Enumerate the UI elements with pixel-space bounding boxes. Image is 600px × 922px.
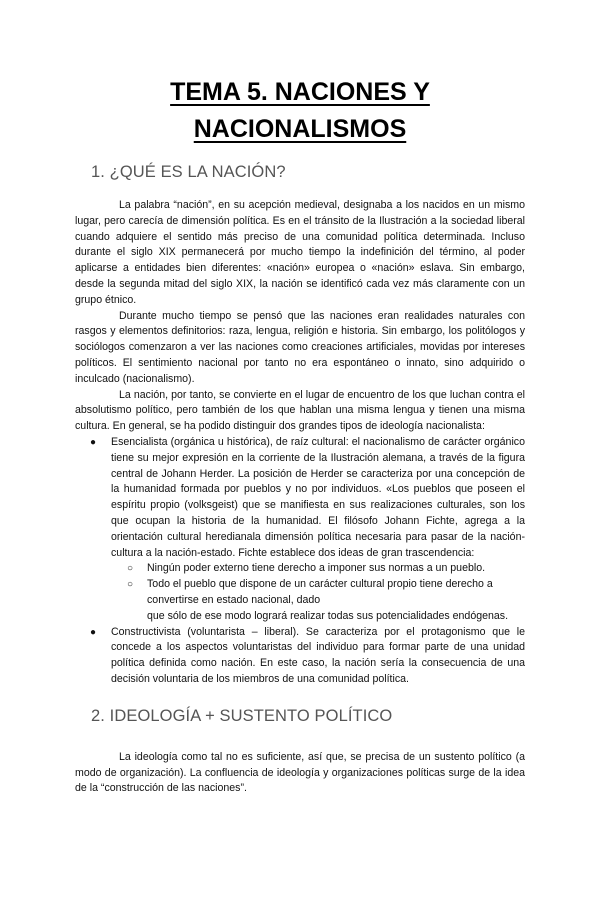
section-1-paragraph-2: Durante mucho tiempo se pensó que las naciones eran realidades naturales con rasgos y elementos definitorios: raza, lengua, religión e historia. Sin embargo, los politólogos y sociólogos comenzaron a ver las naciones como creaciones artificiales, movidas por intereses políticos. El sentimiento nacional por tanto no era espontáneo o innato, sino adquirido o inculcado (nacionalismo). [75, 309, 525, 385]
hollow-bullet-icon: ○ [127, 563, 134, 575]
hollow-bullet-icon: ○ [127, 579, 134, 591]
document-title [75, 74, 525, 148]
list-item-text: Constructivista (voluntarista – liberal). Se caracteriza por el protagonismo que le concede a los aspectos voluntaristas del individuo para formar parte de una unidad política definida como nación. En este caso, la nación sería la consecuencia de una decisión voluntaria de los miembros de una comunidad política. [111, 625, 525, 685]
nationalism-types-list [75, 435, 525, 688]
sub-item-text: Ningún poder externo tiene derecho a imponer sus normas a un pueblo. [147, 562, 486, 575]
list-item-constructivista [90, 625, 525, 688]
list-item-esencialista [90, 435, 525, 625]
fichte-ideas-list [111, 561, 525, 624]
title-line-2: NACIONALISMOS [193, 115, 407, 143]
document-page [0, 74, 600, 922]
bullet-icon: ● [90, 626, 97, 638]
section-1-paragraph-3: La nación, por tanto, se convierte en el lugar de encuentro de los que luchan contra el absolutismo político, pero también de los que hablan una misma lengua y tienen una misma cultura. En general, se ha podido distinguir dos grandes tipos de ideología nacionalista: [75, 388, 525, 433]
section-2-paragraph-1: La ideología como tal no es suficiente, así que, se precisa de un sustento político (a modo de organización). La confluencia de ideología y organizaciones políticas surge de la idea de la “construcción de las naciones”. [75, 750, 525, 795]
title-line-1: TEMA 5. NACIONES Y [170, 78, 430, 106]
section-2-heading: 2. IDEOLOGÍA + SUSTENTO POLÍTICO [91, 706, 393, 725]
bullet-icon: ● [90, 436, 97, 448]
sub-item-text: Todo el pueblo que dispone de un carácter cultural propio tiene derecho a convertirse en estado nacional, dado [147, 578, 493, 606]
sub-list-item [127, 561, 525, 577]
section-1-heading: 1. ¿QUÉ ES LA NACIÓN? [91, 163, 286, 181]
sub-item-continuation: que sólo de ese modo logrará realizar todas sus potencialidades endógenas. [147, 609, 509, 622]
list-item-text: Esencialista (orgánica u histórica), de raíz cultural: el nacionalismo de carácter orgánico tiene su mejor expresión en la corriente de la Ilustración alemana, a través de la figura central de Johann Herder. La posición de Herder se caracteriza por una concepción de la humanidad formada por pueblos y no por individuos. «Los pueblos que poseen el espíritu propio (volksgeist) que se manifiesta en sus realizaciones culturales, son los que ocupan la historia de la humanidad. El filósofo Johann Fichte, agrega a la orientación cultural heredianala dimensión política necesaria para pasar de la nación-cultura a la nación-estado. Fichte establece dos ideas de gran trascendencia: [111, 435, 525, 559]
section-1-paragraph-1: La palabra “nación”, en su acepción medieval, designaba a los nacidos en un mismo lugar, pero carecía de dimensión política. Es en el tránsito de la Ilustración a la sociedad liberal cuando adquiere el sentido más preciso de una comunidad política determinada. Incluso durante el siglo XIX permanecerá por mucho tiempo la indefinición del término, al poder aplicarse a entidades bien diferentes: «nación» europea o «nación» eslava. Sin embargo, desde la segunda mitad del siglo XIX, la nación se identificó cada vez más claramente con un grupo étnico. [75, 199, 525, 306]
sub-list-item [127, 577, 525, 624]
